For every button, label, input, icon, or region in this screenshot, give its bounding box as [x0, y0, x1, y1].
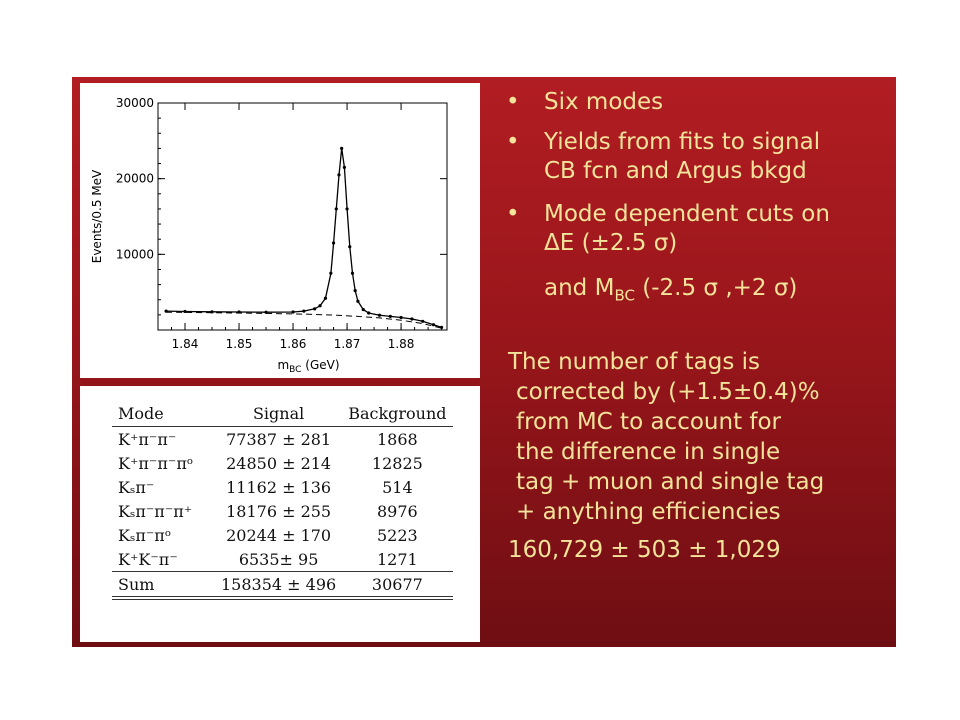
table-header-row: [112, 402, 453, 427]
signal-cell: 24850 ± 214: [226, 453, 332, 473]
header-signal: Signal: [199, 402, 342, 427]
bullet-line: Yields from fits to signal: [544, 129, 821, 155]
x-axis-label-main: m: [277, 358, 290, 372]
x-axis-label-unit: (GeV): [301, 358, 340, 372]
data-point: [345, 207, 348, 210]
background-cell: 5223: [377, 525, 418, 545]
signal-cell: 6535± 95: [238, 549, 319, 569]
mbc-line-rest: (-2.5 σ ,+2 σ): [634, 275, 798, 301]
data-point: [421, 320, 424, 323]
y-tick-label: 20000: [115, 171, 154, 186]
plot-panel: [80, 83, 480, 378]
y-axis-label: Events/0.5 MeV: [90, 169, 104, 264]
plot-frame: [158, 103, 447, 330]
bullet-line: ΔE (±2.5 σ): [544, 230, 678, 256]
data-point: [389, 315, 392, 318]
sum-background: 30677: [342, 572, 452, 599]
data-point: [313, 307, 316, 310]
data-point: [343, 166, 346, 169]
sum-signal: 158354 ± 496: [199, 572, 342, 599]
x-tick-label: 1.87: [333, 337, 361, 351]
x-tick-label: 1.88: [387, 337, 415, 351]
data-point: [332, 241, 335, 244]
yield-table: [112, 402, 453, 600]
signal-cell: 77387 ± 281: [226, 429, 332, 449]
x-tick-label: 1.84: [171, 337, 199, 351]
mbc-plot: [80, 83, 480, 378]
paragraph-line: The number of tags is: [508, 349, 761, 375]
mode-cell: K⁺π⁻π⁻πᵒ: [118, 453, 193, 473]
mbc-line-sub: BC: [614, 286, 635, 305]
bullet-dot-icon: •: [506, 89, 520, 115]
table-row: [112, 427, 453, 452]
data-point: [291, 310, 294, 313]
data-point: [399, 316, 402, 319]
table-row: [112, 547, 453, 572]
paragraph-line: the difference in single: [516, 439, 781, 465]
data-point: [324, 297, 327, 300]
x-tick-label: 1.85: [225, 337, 253, 351]
data-point: [410, 317, 413, 320]
y-tick-label: 10000: [115, 247, 154, 262]
paragraph-line: tag + muon and single tag: [516, 469, 825, 495]
signal-fit-line: [166, 148, 442, 327]
total-yield: 160,729 ± 503 ± 1,029: [508, 537, 781, 563]
paragraph-line: from MC to account for: [516, 409, 782, 435]
data-point: [354, 289, 357, 292]
bullet-line: CB fcn and Argus bkgd: [544, 158, 807, 184]
background-cell: 514: [382, 477, 413, 497]
signal-cell: 20244 ± 170: [226, 525, 332, 545]
data-point: [318, 304, 321, 307]
x-axis-label-sub: BC: [289, 365, 302, 375]
sum-label: Sum: [112, 572, 199, 599]
header-mode: Mode: [112, 402, 199, 427]
data-point: [348, 245, 351, 248]
header-background: Background: [342, 402, 452, 427]
table-row: [112, 475, 453, 499]
bullet-dot-icon: •: [506, 201, 520, 227]
bullet-dot-icon: •: [506, 129, 520, 155]
background-cell: 12825: [371, 453, 423, 473]
paragraph-line: corrected by (+1.5±0.4)%: [516, 379, 820, 405]
mbc-line-text: and M: [544, 275, 615, 301]
data-point: [337, 173, 340, 176]
background-cell: 1868: [377, 429, 418, 449]
mode-cell: Kₛπ⁻πᵒ: [118, 525, 171, 545]
background-cell: 8976: [377, 501, 418, 521]
yield-table-panel: [80, 386, 480, 642]
mode-cell: K⁺K⁻π⁻: [118, 549, 178, 569]
table-row: [112, 451, 453, 475]
data-point: [362, 308, 365, 311]
data-point: [335, 207, 338, 210]
paragraph-line: + anything efficiencies: [516, 499, 781, 525]
table-row: [112, 523, 453, 547]
data-point: [378, 314, 381, 317]
signal-cell: 11162 ± 136: [226, 477, 332, 497]
data-point: [432, 323, 435, 326]
data-point: [356, 300, 359, 303]
bullet-line: Six modes: [544, 89, 664, 115]
mode-cell: Kₛπ⁻: [118, 477, 155, 497]
background-cell: 1271: [377, 549, 418, 569]
data-point: [329, 272, 332, 275]
x-tick-label: 1.86: [279, 337, 307, 351]
signal-cell: 18176 ± 255: [226, 501, 332, 521]
x-axis-label: [277, 358, 339, 375]
data-point: [351, 272, 354, 275]
data-point: [302, 309, 305, 312]
bullet-line: Mode dependent cuts on: [544, 201, 830, 227]
mode-cell: K⁺π⁻π⁻: [118, 429, 177, 449]
table-row: [112, 499, 453, 523]
mode-cell: Kₛπ⁻π⁻π⁺: [118, 501, 193, 521]
data-point: [367, 311, 370, 314]
table-sum-row: [112, 572, 453, 599]
background-fit-line: [166, 312, 442, 328]
y-tick-label: 30000: [115, 96, 154, 110]
data-point: [340, 147, 343, 150]
